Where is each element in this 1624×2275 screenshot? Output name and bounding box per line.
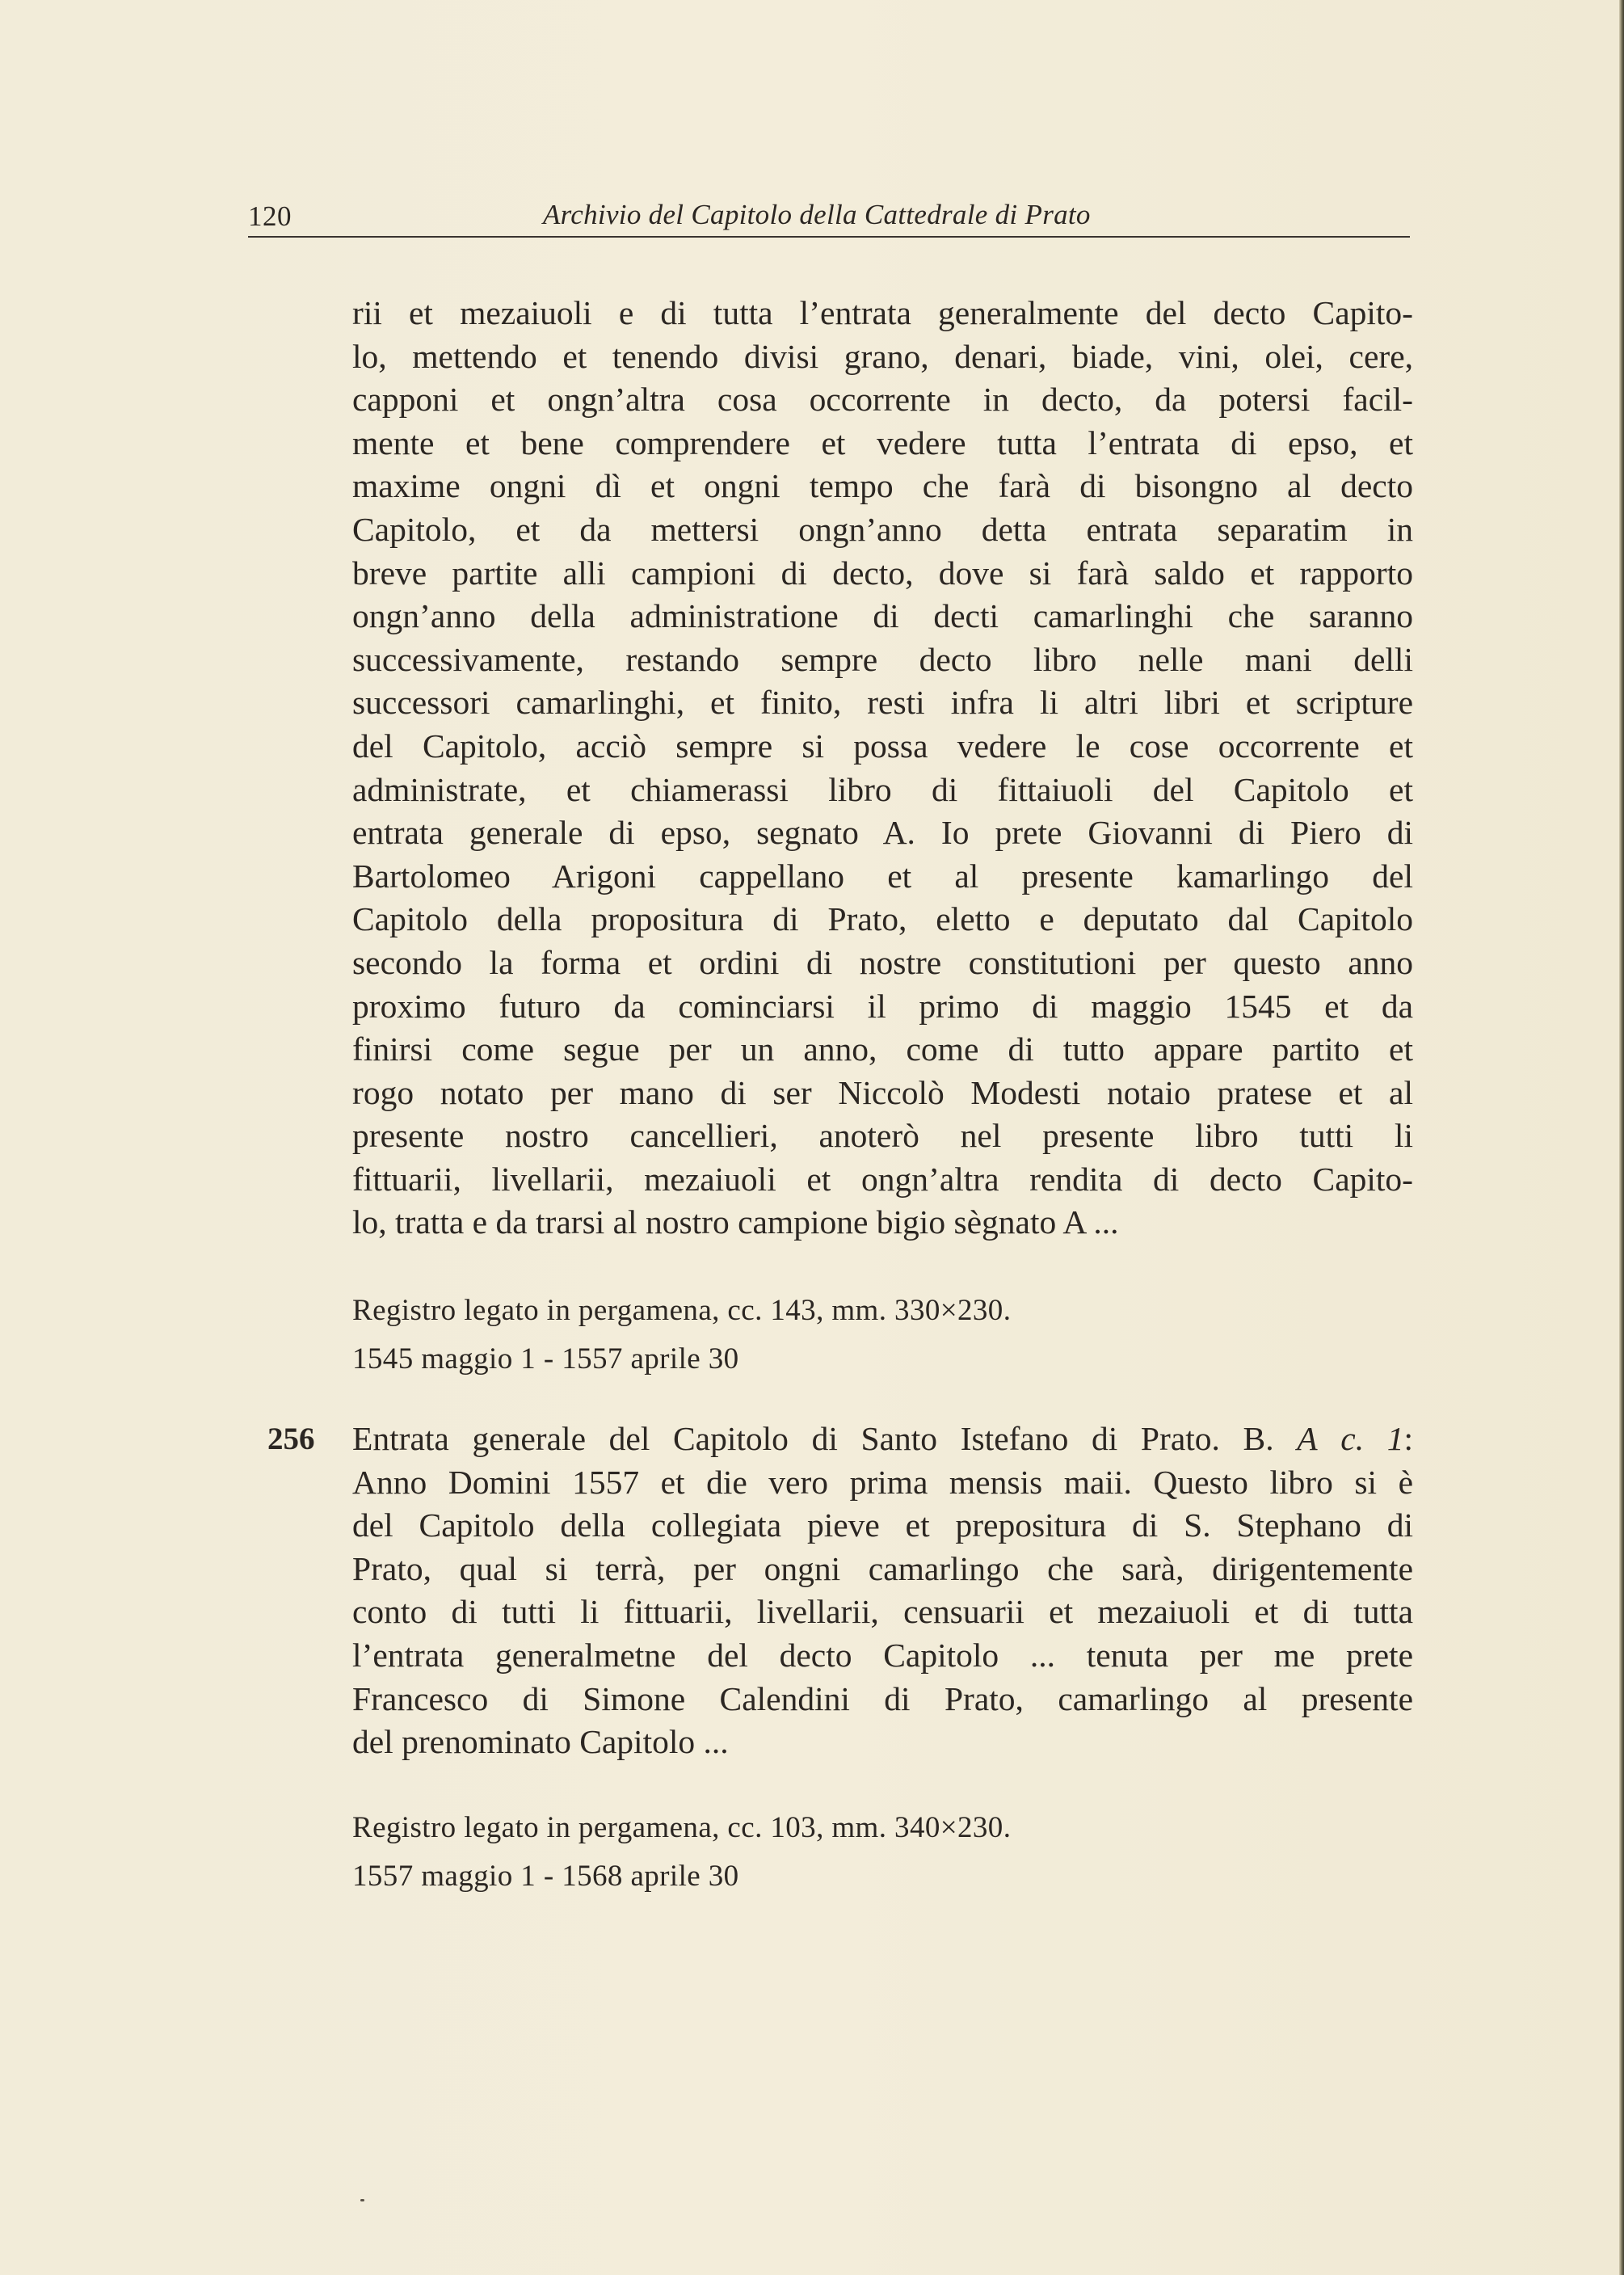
text-line: l’entrata generalmetne del decto Capitolo ... tenuta per me prete <box>352 1636 1413 1674</box>
text-line: Bartolomeo Arigoni cappellano et al presente kamarlingo del <box>352 857 1413 895</box>
text-line: Capitolo, et da mettersi ongn’anno detta entrata separatim in <box>352 510 1413 548</box>
physical-description: Registro legato in pergamena, cc. 103, mm. 340×230. <box>352 1811 1012 1844</box>
text-line: successivamente, restando sempre decto libro nelle mani delli <box>352 640 1413 678</box>
entry-title-line <box>352 1418 1413 1461</box>
text-line: successori camarlinghi, et finito, resti infra li altri libri et scripture <box>352 684 1413 722</box>
text-line: capponi et ongn’altra cosa occorrente in decto, da potersi facil- <box>352 381 1413 419</box>
text-line: proximo futuro da cominciarsi il primo di maggio 1545 et da <box>352 987 1413 1025</box>
text-line: del prenominato Capitolo ... <box>352 1723 729 1761</box>
text-line: presente nostro cancellieri, anoterò nel presente libro tutti li <box>352 1117 1413 1155</box>
running-title: Archivio del Capitolo della Cattedrale di Prato <box>543 199 1091 230</box>
text-line: administrate, et chiamerassi libro di fittaiuoli del Capitolo et <box>352 770 1413 808</box>
header-rule <box>248 236 1410 238</box>
running-head <box>248 194 1410 239</box>
physical-description: Registro legato in pergamena, cc. 143, mm. 330×230. <box>352 1294 1012 1327</box>
text-line: secondo la forma et ordini di nostre constitutioni per questo anno <box>352 943 1413 981</box>
date-range: 1545 maggio 1 - 1557 aprile 30 <box>352 1342 739 1376</box>
text-line: Anno Domini 1557 et die vero prima mensis maii. Questo libro si è <box>352 1463 1413 1501</box>
text-line: maxime ongni dì et ongni tempo che farà di bisongno al decto <box>352 467 1413 505</box>
text-line: conto di tutti li fittuarii, livellarii, censuarii et mezaiuoli et di tutta <box>352 1593 1413 1631</box>
text-line: lo, tratta e da trarsi al nostro campione bigio sègnato A ... <box>352 1203 1119 1241</box>
text-line: breve partite alli campioni di decto, dove si farà saldo et rapporto <box>352 554 1413 592</box>
spacer <box>1318 1420 1341 1457</box>
text-line: entrata generale di epso, segnato A. Io prete Giovanni di Piero di <box>352 814 1413 852</box>
text-line: del Capitolo, acciò sempre si possa vedere le cose occorrente et <box>352 727 1413 765</box>
text-line: ongn’anno della administratione di decti camarlinghi che saranno <box>352 597 1413 635</box>
entry-256-description <box>352 1804 1011 1901</box>
text-line: Francesco di Simone Calendini di Prato, camarlingo al presente <box>352 1679 1413 1717</box>
text-line: mente et bene comprendere et vedere tutta l’entrata di epso, et <box>352 423 1413 461</box>
text-line: Prato, qual si terrà, per ongni camarlingo che sarà, dirigentemente <box>352 1549 1413 1587</box>
text-line: rii et mezaiuoli e di tutta l’entrata generalmente del decto Capito- <box>352 294 1413 331</box>
text-line: fittuarii, livellarii, mezaiuoli et ongn’altra rendita di decto Capito- <box>352 1160 1413 1198</box>
text-line: lo, mettendo et tenendo divisi grano, denari, biade, vini, olei, cere, <box>352 337 1413 375</box>
continued-entry-description <box>352 1287 1011 1384</box>
entry-title: Entrata generale del Capitolo di Santo Istefano di Prato. B. <box>352 1420 1274 1457</box>
page-number: 120 <box>248 200 292 232</box>
page-edge <box>1619 0 1624 2275</box>
text-line: Capitolo della propositura di Prato, eletto e deputato dal Capitolo <box>352 900 1413 938</box>
entry-number: 256 <box>267 1422 315 1456</box>
continued-entry-text <box>352 292 1413 1245</box>
folio-reference: c. 1 <box>1340 1420 1404 1457</box>
colon: : <box>1403 1420 1414 1457</box>
text-line: del Capitolo della collegiata pieve et prepositura di S. Stephano di <box>352 1506 1413 1544</box>
date-range: 1557 maggio 1 - 1568 aprile 30 <box>352 1860 739 1893</box>
paper-speck <box>360 2199 364 2201</box>
text-line: finirsi come segue per un anno, come di tutto appare partito et <box>352 1030 1413 1068</box>
text-line: rogo notato per mano di ser Niccolò Modesti notaio pratese et al <box>352 1073 1413 1111</box>
signature-letter: A <box>1297 1420 1318 1457</box>
entry-256-text <box>352 1418 1413 1764</box>
